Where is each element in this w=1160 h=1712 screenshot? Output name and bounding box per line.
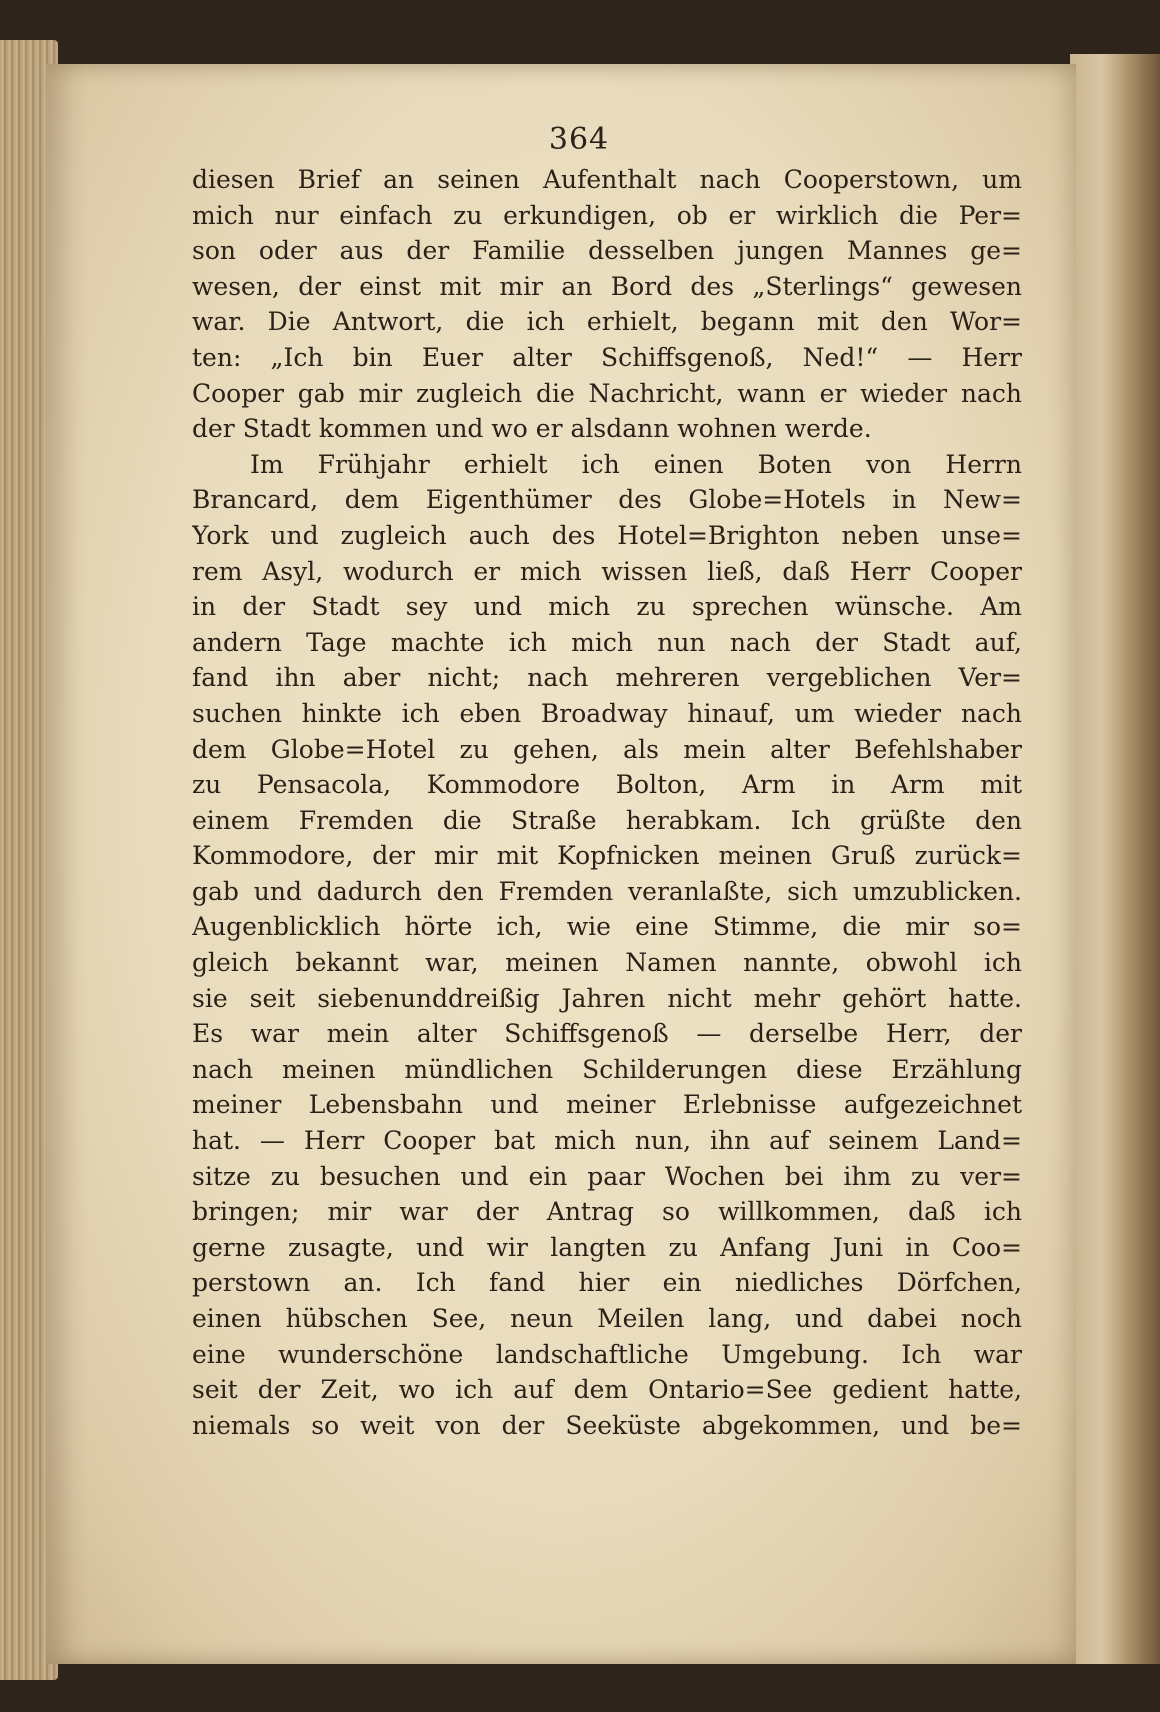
text-line: in der Stadt sey und mich zu sprechen wünsche. Am xyxy=(192,592,1022,622)
text-line: sitze zu besuchen und ein paar Wochen bei ihm zu ver= xyxy=(192,1161,1022,1191)
text-line: son oder aus der Familie desselben jungen Mannes ge= xyxy=(192,236,1022,266)
text-line: Brancard, dem Eigenthümer des Globe=Hotels in New= xyxy=(192,485,1022,515)
text-line: meiner Lebensbahn und meiner Erlebnisse aufgezeichnet xyxy=(192,1090,1022,1120)
text-line: Cooper gab mir zugleich die Nachricht, wann er wieder nach xyxy=(192,378,1022,408)
paragraph-start-line: Im Frühjahr erhielt ich einen Boten von Herrn xyxy=(250,449,1022,479)
text-line: wesen, der einst mit mir an Bord des „Sterlings“ gewesen xyxy=(192,271,1022,301)
text-line: gab und dadurch den Fremden veranlaßte, sich umzublicken. xyxy=(192,876,1022,906)
text-line: gleich bekannt war, meinen Namen nannte, obwohl ich xyxy=(192,948,1022,978)
text-line: suchen hinkte ich eben Broadway hinauf, um wieder nach xyxy=(192,698,1022,728)
text-line: gerne zusagte, und wir langten zu Anfang Juni in Coo= xyxy=(192,1232,1022,1262)
text-line: Kommodore, der mir mit Kopfnicken meinen Gruß zurück= xyxy=(192,841,1022,871)
text-line: Es war mein alter Schiffsgenoß — derselbe Herr, der xyxy=(192,1019,1022,1049)
text-line: niemals so weit von der Seeküste abgekommen, und be= xyxy=(192,1410,1022,1440)
text-line: Augenblicklich hörte ich, wie eine Stimme, die mir so= xyxy=(192,912,1022,942)
text-line: diesen Brief an seinen Aufenthalt nach Cooperstown, um xyxy=(192,165,1022,194)
text-line: war. Die Antwort, die ich erhielt, begann mit den Wor= xyxy=(192,307,1022,337)
page-stack-edge xyxy=(1070,54,1160,1664)
text-line: seit der Zeit, wo ich auf dem Ontario=See gedient hatte, xyxy=(192,1375,1022,1405)
text-line: dem Globe=Hotel zu gehen, als mein alter Befehlshaber xyxy=(192,734,1022,764)
text-line: perstown an. Ich fand hier ein niedliches Dörfchen, xyxy=(192,1268,1022,1298)
text-line: zu Pensacola, Kommodore Bolton, Arm in Arm mit xyxy=(192,770,1022,800)
text-line: ten: „Ich bin Euer alter Schiffsgenoß, Ned!“ — Herr xyxy=(192,342,1022,372)
text-line: der Stadt kommen und wo er alsdann wohnen werde. xyxy=(192,414,872,444)
text-line: bringen; mir war der Antrag so willkommen, daß ich xyxy=(192,1197,1022,1227)
text-line: York und zugleich auch des Hotel=Brighton neben unse= xyxy=(192,520,1022,550)
text-line: einen hübschen See, neun Meilen lang, und dabei noch xyxy=(192,1304,1022,1333)
text-line: sie seit siebenunddreißig Jahren nicht mehr gehört hatte. xyxy=(192,983,1022,1013)
text-line: andern Tage machte ich mich nun nach der Stadt auf, xyxy=(192,627,1022,657)
text-line: einem Fremden die Straße herabkam. Ich grüßte den xyxy=(192,805,1022,835)
text-line: hat. — Herr Cooper bat mich nun, ihn auf seinem Land= xyxy=(192,1126,1022,1156)
text-line: eine wunderschöne landschaftliche Umgebung. Ich war xyxy=(192,1339,1022,1369)
text-line: nach meinen mündlichen Schilderungen diese Erzählung xyxy=(192,1054,1022,1084)
text-line: mich nur einfach zu erkundigen, ob er wirklich die Per= xyxy=(192,200,1022,230)
body-text xyxy=(192,162,1022,1443)
book-page xyxy=(46,64,1076,1664)
page-number: 364 xyxy=(548,122,610,157)
text-line: fand ihn aber nicht; nach mehreren vergeblichen Ver= xyxy=(192,663,1022,693)
text-line: rem Asyl, wodurch er mich wissen ließ, daß Herr Cooper xyxy=(192,556,1022,586)
